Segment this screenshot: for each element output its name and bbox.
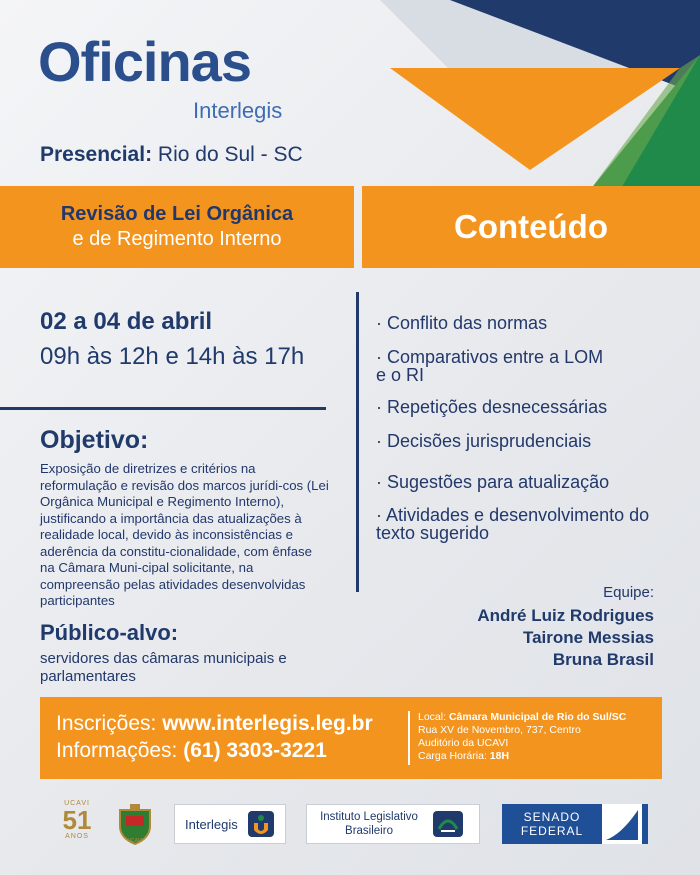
objective-text: Exposição de diretrizes e critérios na reformulação e revisão dos marcos jurídi-cos (Lei Orgânica Municipal e Regimento Interno), justificando a importância das atualizações à realidade local, devido às inconsistências e aderência da constitu-cionalidade, com ênfase na Câmara Muni-cipal solicitante, na compreensão pelas atividades desenvolvidas participantes: [40, 461, 329, 608]
vertical-divider: [356, 292, 359, 592]
course-title-line1: Revisão de Lei Orgânica: [60, 203, 294, 225]
team-member: Bruna Brasil: [552, 650, 654, 669]
course-title-band: [0, 186, 354, 268]
content-item: · Atividades e desenvolvimento do texto sugerido: [376, 505, 650, 543]
content-item: · Sugestões para atualização: [376, 472, 610, 492]
crest-icon: [116, 802, 154, 846]
schedule-dates: 02 a 04 de abril: [40, 308, 213, 335]
hours-value: 18H: [489, 750, 510, 762]
logo-subtitle: Interlegis: [193, 98, 283, 123]
location-line: [418, 711, 658, 724]
content-title: Conteúdo: [454, 208, 608, 245]
schedule-hours: 09h às 12h e 14h às 17h: [40, 343, 305, 370]
info-line: [56, 739, 327, 763]
horizontal-divider: [0, 407, 326, 410]
senado-line1: SENADO: [523, 810, 581, 824]
partner-logos: [0, 800, 700, 850]
info-phone: (61) 3303-3221: [183, 739, 327, 762]
presencial-label: Presencial:: [40, 143, 153, 166]
senado-logo: [502, 804, 648, 844]
interlegis-logo: [174, 804, 286, 844]
local-label: Local:: [418, 711, 447, 723]
ilb-logo: [306, 804, 480, 844]
team-member: André Luiz Rodrigues: [477, 606, 654, 625]
course-title-line2: e de Regimento Interno: [72, 228, 282, 250]
registration-line: [56, 712, 373, 736]
hours-label: Carga Horária:: [418, 750, 487, 762]
registration-label: Inscrições:: [56, 712, 157, 735]
crest-label: UCAVI: [127, 838, 143, 844]
senado-line2: FEDERAL: [520, 824, 584, 838]
content-item: · Repetições desnecessárias: [376, 397, 608, 417]
objective-title: Objetivo:: [40, 426, 149, 454]
oficinas-logo: [38, 30, 283, 123]
info-label: Informações:: [56, 739, 178, 762]
presencial-location: Rio do Sul - SC: [157, 143, 303, 166]
ucavi-51-top: UCAVI: [64, 800, 90, 807]
ilb-line2: Brasileiro: [345, 825, 393, 837]
content-item: · Decisões jurisprudenciais: [376, 431, 592, 451]
hours-line: [418, 750, 658, 763]
content-item: · Comparativos entre a LOM e o RI: [376, 347, 604, 385]
interlegis-icon: [246, 809, 276, 839]
team-block: [477, 584, 654, 671]
local-name: Câmara Municipal de Rio do Sul/SC: [448, 711, 627, 723]
footer-divider: [408, 711, 410, 765]
ucavi-51-number: 51: [62, 805, 92, 835]
team-member: Tairone Messias: [522, 628, 654, 647]
footer-band: [40, 697, 662, 779]
content-title-band: [362, 186, 700, 268]
room: Auditório da UCAVI: [418, 737, 509, 749]
ucavi-51-bottom: ANOS: [65, 833, 89, 840]
registration-url[interactable]: www.interlegis.leg.br: [162, 712, 373, 735]
team-label: Equipe:: [603, 584, 654, 601]
decorative-geometry: [380, 0, 700, 200]
interlegis-label: Interlegis: [185, 816, 238, 832]
ilb-line1: Instituto Legislativo: [320, 811, 418, 823]
ilb-icon: [431, 809, 465, 839]
audience-title: Público-alvo:: [40, 620, 179, 645]
ucavi-51-logo: [52, 800, 102, 848]
presencial-line: [40, 143, 303, 167]
ilb-text: [307, 810, 431, 838]
senado-icon: [602, 804, 642, 844]
content-item: · Conflito das normas: [376, 313, 548, 333]
address: Rua XV de Novembro, 737, Centro: [418, 724, 581, 736]
location-details: [418, 711, 658, 763]
audience-text: servidores das câmaras municipais e parlamentares: [40, 650, 287, 685]
logo-title: Oficinas: [38, 30, 251, 93]
senado-text: [502, 810, 602, 838]
